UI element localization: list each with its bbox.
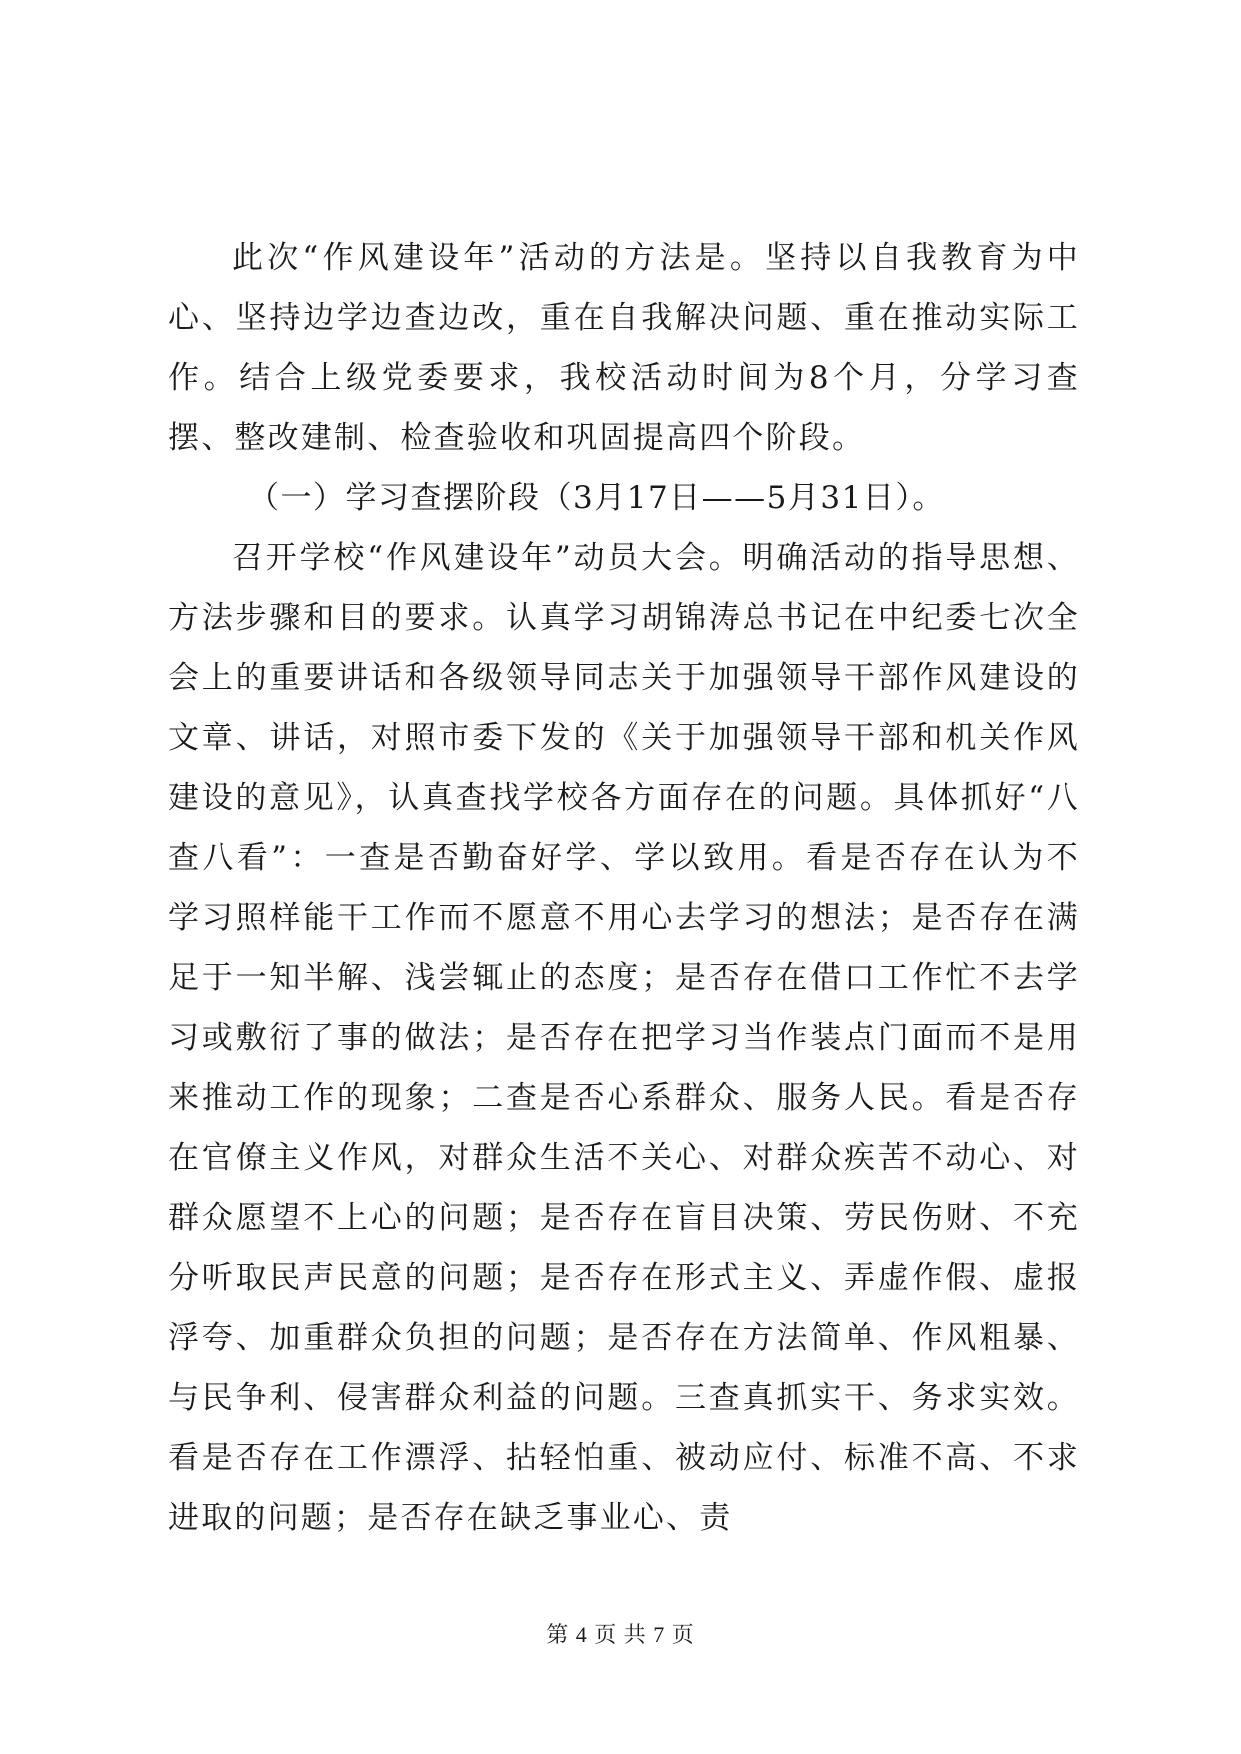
intro-paragraph: 此次“作风建设年”活动的方法是。坚持以自我教育为中心、坚持边学边查边改，重在自我解决问题、重在推动实际工作。结合上级党委要求，我校活动时间为8个月，分学习查摆、整改建制、检查验收和巩固提高四个阶段。 (168, 240, 1080, 456)
page-number-footer: 第 4 页 共 7 页 (546, 1622, 695, 1647)
section-heading: （一）学习查摆阶段（3月17日——5月31日）。 (248, 480, 945, 516)
body-paragraph: 召开学校“作风建设年”动员大会。明确活动的指导思想、方法步骤和目的要求。认真学习胡锦涛总书记在中纪委七次全会上的重要讲话和各级领导同志关于加强领导干部作风建设的文章、讲话，对照市委下发的《关于加强领导干部和机关作风建设的意见》，认真查找学校各方面存在的问题。具体抓好“八查八看”：一查是否勤奋好学、学以致用。看是否存在认为不学习照样能干工作而不愿意不用心去学习的想法；是否存在满足于一知半解、浅尝辄止的态度；是否存在借口工作忙不去学习或敷衍了事的做法；是否存在把学习当作装点门面而不是用来推动工作的现象；二查是否心系群众、服务人民。看是否存在官僚主义作风，对群众生活不关心、对群众疾苦不动心、对群众愿望不上心的问题；是否存在盲目决策、劳民伤财、不充分听取民声民意的问题；是否存在形式主义、弄虚作假、虚报浮夸、加重群众负担的问题；是否存在方法简单、作风粗暴、与民争利、侵害群众利益的问题。三查真抓实干、务求实效。看是否存在工作漂浮、拈轻怕重、被动应付、标准不高、不求进取的问题；是否存在缺乏事业心、责 (168, 540, 1080, 1536)
document-body (168, 228, 1080, 1548)
